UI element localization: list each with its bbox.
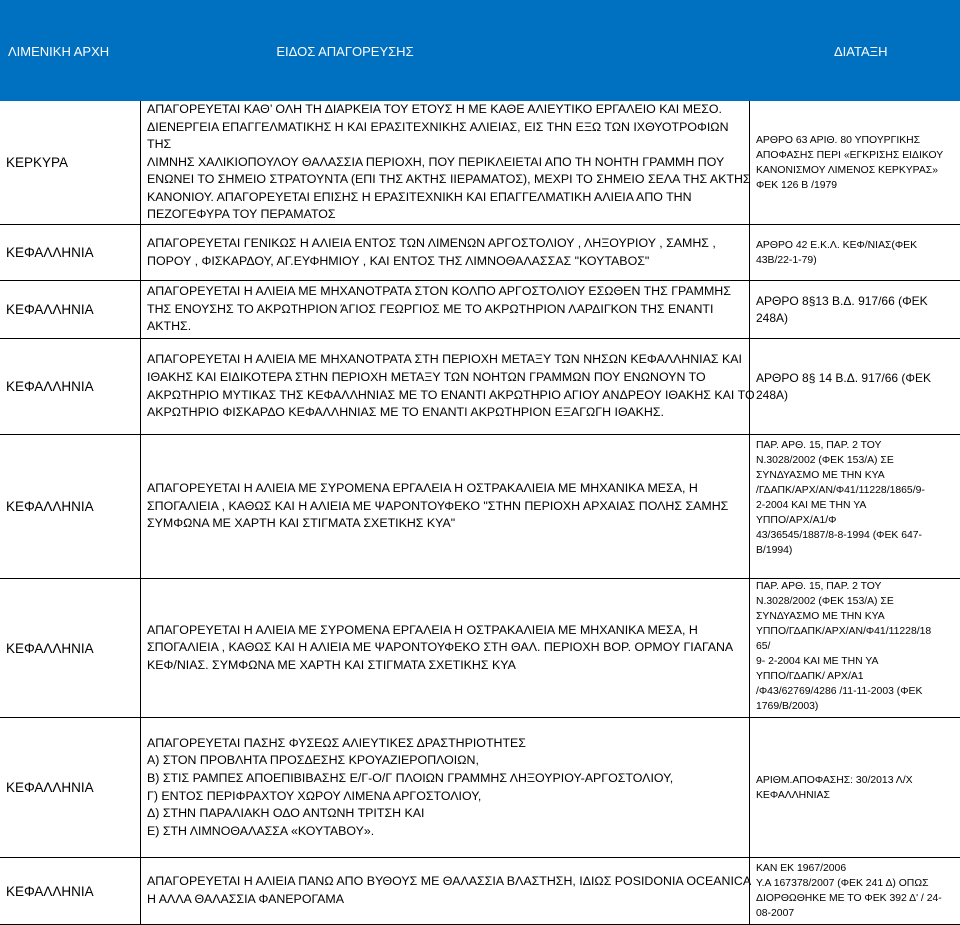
provision-cell: ΠΑΡ. ΑΡΘ. 15, ΠΑΡ. 2 ΤΟΥ Ν.3028/2002 (ΦΕΚ 153/Α) ΣΕ ΣΥΝΔΥΑΣΜΟ ΜΕ ΤΗΝ ΚΥΑ /ΓΔΑΠΚ/ΑΡΧ/ΑΝ/Φ41/11228/1865/9- 2-2004 ΚΑΙ ΜΕ ΤΗΝ ΥΑ ΥΠΠΟ/ΑΡΧ/Α1/Φ 43/36545/1887/8-8-1994 (ΦΕΚ 647- Β/1994) [756, 440, 925, 556]
prohibition-cell: ΑΠΑΓΟΡΕΥΕΤΑΙ ΚΑΘ’ ΟΛΗ ΤΗ ΔΙΑΡΚΕΙΑ ΤΟΥ ΕΤΟΥΣ Η ΜΕ ΚΑΘΕ ΑΛΙΕΥΤΙΚΟ ΕΡΓΑΛΕΙΟ ΚΑΙ ΜΕΣΟ. ΔΙΕΝΕΡΓΕΙΑ ΕΠΑΓΓΕΛΜΑΤΙΚΗΣ Η ΚΑΙ ΕΡΑΣΙΤΕΧΝΙΚΗΣ ΑΛΙΕΙΑΣ, ΕΙΣ ΤΗΝ ΕΞΩ ΤΩΝ ΙΧΘΥΟΤΡΟΦΙΩΝ ΤΗΣ ΛΙΜΝΗΣ ΧΑΛΙΚΙΟΠΟΥΛΟΥ ΘΑΛΑΣΣΙΑ ΠΕΡΙΟΧΗ, ΠΟΥ ΠΕΡΙΚΛΕΙΕΤΑΙ ΑΠΟ ΤΗ ΝΟΗΤΗ ΓΡΑΜΜΗ ΠΟΥ ΕΝΩΝΕΙ ΤΟ ΣΗΜΕΙΟ ΣΤΡΑΤΟΥΝΤΑ (ΕΠΙ ΤΗΣ ΑΚΤΗΣ ΙΙΕΡΑΜΑΤΟΣ), ΜΕΧΡΙ ΤΟ ΣΗΜΕΙΟ ΣΕΛΑ ΤΗΣ ΑΚΤΗΣ ΚΑΝΟΝΙΟΥ. ΑΠΑΓΟΡΕΥΕΤΑΙ ΕΠΙΣΗΣ Η ΕΡΑΣΙΤΕΧΝΙΚΗ ΚΑΙ ΕΠΑΓΓΕΛΜΑΤΙΚΗ ΑΛΙΕΙΑ ΑΠΟ ΤΗΝ ΠΕΖΟΓΕΦΥΡΑ ΤΟΥ ΠΕΡΑΜΑΤΟΣ [147, 101, 751, 222]
provision-cell: ΑΡΘΡΟ 8§ 14 Β.Δ. 917/66 (ΦΕΚ 248Α) [756, 370, 932, 402]
table-row [0, 101, 960, 225]
table-row [0, 435, 960, 579]
prohibition-cell: ΑΠΑΓΟΡΕΥΕΤΑΙ Η ΑΛΙΕΙΑ ΜΕ ΜΗΧΑΝΟΤΡΑΤΑ ΣΤΗ ΠΕΡΙΟΧΗ ΜΕΤΑΞΥ ΤΩΝ ΝΗΣΩΝ ΚΕΦΑΛΛΗΝΙΑΣ ΚΑΙ ΙΘΑΚΗΣ ΚΑΙ ΕΙΔΙΚΟΤΕΡΑ ΣΤΗΝ ΠΕΡΙΟΧΗ ΜΕΤΑΞΥ ΤΩΝ ΝΟΗΤΩΝ ΓΡΑΜΜΩΝ ΠΟΥ ΕΝΩΝΟΥΝ ΤΟ ΑΚΡΩΤΗΡΙΟ ΜΥΤΙΚΑΣ ΤΗΣ ΚΕΦΑΛΛΗΝΙΑΣ ΜΕ ΤΟ ΕΝΑΝΤΙ ΑΚΡΩΤΗΡΙΟ ΑΓΙΟΥ ΑΝΔΡΕΟΥ ΙΘΑΚΗΣ ΚΑΙ ΤΟ ΑΚΡΩΤΗΡΙΟ ΦΙΣΚΑΡΔΟ ΚΕΦΑΛΛΗΝΙΑΣ ΜΕ ΤΟ ΕΝΑΝΤΙ ΑΚΡΩΤΗΡΙΟΝ ΕΞΑΓΩΓΗ ΙΘΑΚΗΣ. [147, 352, 755, 420]
provision-cell: ΑΡΘΡΟ 63 ΑΡΙΘ. 80 ΥΠΟΥΡΓΙΚΗΣ ΑΠΟΦΑΣΗΣ ΠΕΡΙ «ΕΓΚΡΙΣΗΣ ΕΙΔΙΚΟΥ ΚΑΝΟΝΙΣΜΟΥ ΛΙΜΕΝΟΣ ΚΕΡΚΥΡΑΣ» ΦΕΚ 126 Β /1979 [756, 134, 944, 191]
table-row [0, 718, 960, 858]
region-cell: ΚΕΦΑΛΛΗΝΙΑ [6, 640, 94, 656]
region-cell: ΚΕΦΑΛΛΗΝΙΑ [6, 883, 94, 899]
prohibition-cell: ΑΠΑΓΟΡΕΥΕΤΑΙ ΠΑΣΗΣ ΦΥΣΕΩΣ ΑΛΙΕΥΤΙΚΕΣ ΔΡΑΣΤΗΡΙΟΤΗΤΕΣ Α) ΣΤΟΝ ΠΡΟΒΛΗΤΑ ΠΡΟΣΔΕΣΗΣ ΚΡΟΥΑΖΙΕΡΟΠΛΟΙΩΝ, Β) ΣΤΙΣ ΡΑΜΠΕΣ ΑΠΟΕΠΙΒΙΒΑΣΗΣ Ε/Γ-Ο/Γ ΠΛΟΙΩΝ ΓΡΑΜΜΗΣ ΛΗΞΟΥΡΙΟΥ-ΑΡΓΟΣΤΟΛΙΟΥ, Γ) ΕΝΤΟΣ ΠΕΡΙΦΡΑΧΤΟΥ ΧΩΡΟΥ ΛΙΜΕΝΑ ΑΡΓΟΣΤΟΛΙΟΥ, Δ) ΣΤΗΝ ΠΑΡΑΛΙΑΚΗ ΟΔΟ ΑΝΤΩΝΗ ΤΡΙΤΣΗ ΚΑΙ Ε) ΣΤΗ ΛΙΜΝΟΘΑΛΑΣΣΑ «ΚΟΥΤΑΒΟΥ». [147, 735, 674, 838]
table-row [0, 281, 960, 339]
prohibition-cell: ΑΠΑΓΟΡΕΥΕΤΑΙ Η ΑΛΙΕΙΑ ΜΕ ΣΥΡΟΜΕΝΑ ΕΡΓΑΛΕΙΑ Η ΟΣΤΡΑΚΑΛΙΕΙΑ ΜΕ ΜΗΧΑΝΙΚΑ ΜΕΣΑ, Η ΣΠΟΓΑΛΙΕΙΑ , ΚΑΘΩΣ ΚΑΙ Η ΑΛΙΕΙΑ ΜΕ ΨΑΡΟΝΤΟΥΦΕΚΟ ΣΤΗ ΘΑΛ. ΠΕΡΙΟΧΗ ΒΟΡ. ΟΡΜΟΥ ΓΙΑΓΑΝΑ ΚΕΦ/ΝΙΑΣ. ΣΥΜΦΩΝΑ ΜΕ ΧΑΡΤΗ ΚΑΙ ΣΤΙΓΜΑΤΑ ΣΧΕΤΙΚΗΣ ΚΥΑ [147, 622, 734, 672]
prohibition-cell: ΑΠΑΓΟΡΕΥΕΤΑΙ Η ΑΛΙΕΙΑ ΜΕ ΜΗΧΑΝΟΤΡΑΤΑ ΣΤΟΝ ΚΟΛΠΟ ΑΡΓΟΣΤΟΛΙΟΥ ΕΣΩΘΕΝ ΤΗΣ ΓΡΑΜΜΗΣ ΤΗΣ ΕΝΟΥΣΗΣ ΤΟ ΑΚΡΩΤΗΡΙΟΝ ΆΓΙΟΣ ΓΕΩΡΓΙΟΣ ΜΕ ΤΟ ΑΚΡΩΤΗΡΙΟΝ ΛΑΡΔΙΓΚΟΝ ΤΗΣ ΕΝΑΝΤΙ ΑΚΤΗΣ. [147, 284, 731, 334]
region-cell: ΚΕΡΚΥΡΑ [6, 155, 69, 170]
provision-cell: ΑΡΘΡΟ 42 Ε.Κ.Λ. ΚΕΦ/ΝΙΑΣ(ΦΕΚ 43Β/22-1-79) [756, 239, 918, 266]
table-row [0, 858, 960, 925]
provision-cell: ΑΡΘΡΟ 8§13 Β.Δ. 917/66 (ΦΕΚ 248Α) [756, 293, 928, 325]
region-cell: ΚΕΦΑΛΛΗΝΙΑ [6, 780, 94, 795]
region-cell: ΚΕΦΑΛΛΗΝΙΑ [6, 379, 94, 394]
prohibition-cell: ΑΠΑΓΟΡΕΥΕΤΑΙ Η ΑΛΙΕΙΑ ΜΕ ΣΥΡΟΜΕΝΑ ΕΡΓΑΛΕΙΑ Η ΟΣΤΡΑΚΑΛΙΕΙΑ ΜΕ ΜΗΧΑΝΙΚΑ ΜΕΣΑ, Η ΣΠΟΓΑΛΙΕΙΑ , ΚΑΘΩΣ ΚΑΙ Η ΑΛΙΕΙΑ ΜΕ ΨΑΡΟΝΤΟΥΦΕΚΟ "ΣΤΗΝ ΠΕΡΙΟΧΗ ΑΡΧΑΙΑΣ ΠΟΛΗΣ ΣΑΜΗΣ ΣΥΜΦΩΝΑ ΜΕ ΧΑΡΤΗ ΚΑΙ ΣΤΙΓΜΑΤΑ ΣΧΕΤΙΚΗΣ ΚΥΑ" [147, 481, 729, 531]
region-cell: ΚΕΦΑΛΛΗΝΙΑ [6, 302, 94, 317]
table-row [0, 579, 960, 718]
table-header [0, 0, 960, 101]
header-provision: ΔΙΑΤΑΞΗ [834, 44, 888, 59]
prohibition-cell: ΑΠΑΓΟΡΕΥΕΤΑΙ Η ΑΛΙΕΙΑ ΠΑΝΩ ΑΠΟ ΒΥΘΟΥΣ ΜΕ ΘΑΛΑΣΣΙΑ ΒΛΑΣΤΗΣΗ, ΙΔΙΩΣ POSIDONIA OCEANICA Η ΑΛΛΑ ΘΑΛΑΣΣΙΑ ΦΑΝΕΡΟΓΑΜΑ [147, 874, 752, 906]
table-row [0, 225, 960, 281]
prohibition-cell: ΑΠΑΓΟΡΕΥΕΤΑΙ ΓΕΝΙΚΩΣ Η ΑΛΙΕΙΑ ΕΝΤΟΣ ΤΩΝ ΛΙΜΕΝΩΝ ΑΡΓΟΣΤΟΛΙΟΥ , ΛΗΞΟΥΡΙΟΥ , ΣΑΜΗΣ , ΠΟΡΟΥ , ΦΙΣΚΑΡΔΟΥ, ΑΓ.ΕΥΦΗΜΙΟΥ , ΚΑΙ ΕΝΤΟΣ ΤΗΣ ΛΙΜΝΟΘΑΛΑΣΣΑΣ "ΚΟΥΤΑΒΟΣ" [147, 235, 716, 268]
header-prohibition-type: ΕΙΔΟΣ ΑΠΑΓΟΡΕΥΣΗΣ [276, 44, 414, 59]
provision-cell: ΠΑΡ. ΑΡΘ. 15, ΠΑΡ. 2 ΤΟΥ Ν.3028/2002 (ΦΕΚ 153/Α) ΣΕ ΣΥΝΔΥΑΣΜΟ ΜΕ ΤΗΝ ΚΥΑ ΥΠΠΟ/ΓΔΑΠΚ/ΑΡΧ/ΑΝ/Φ41/11228/18 65/ 9- 2-2004 ΚΑΙ ΜΕ ΤΗΝ ΥΑ ΥΠΠΟ/ΓΔΑΠΚ/ ΑΡΧ/Α1 /Φ43/62769/4286 /11-11-2003 (ΦΕΚ 1769/Β/2003) [756, 581, 932, 712]
region-cell: ΚΕΦΑΛΛΗΝΙΑ [6, 499, 94, 514]
provision-cell: ΑΡΙΘΜ.ΑΠΟΦΑΣΗΣ: 30/2013 Λ/Χ ΚΕΦΑΛΛΗΝΙΑΣ [756, 774, 913, 801]
provision-cell: ΚΑΝ ΕΚ 1967/2006 Υ.Α 167378/2007 (ΦΕΚ 241 Δ) ΟΠΩΣ ΔΙΟΡΘΩΘΗΚΕ ΜΕ ΤΟ ΦΕΚ 392 Δ' / 24- 08-2007 [756, 863, 942, 919]
header-region: ΛΙΜΕΝΙΚΗ ΑΡΧΗ [8, 44, 110, 59]
table-row [0, 339, 960, 435]
region-cell: ΚΕΦΑΛΛΗΝΙΑ [6, 245, 94, 260]
